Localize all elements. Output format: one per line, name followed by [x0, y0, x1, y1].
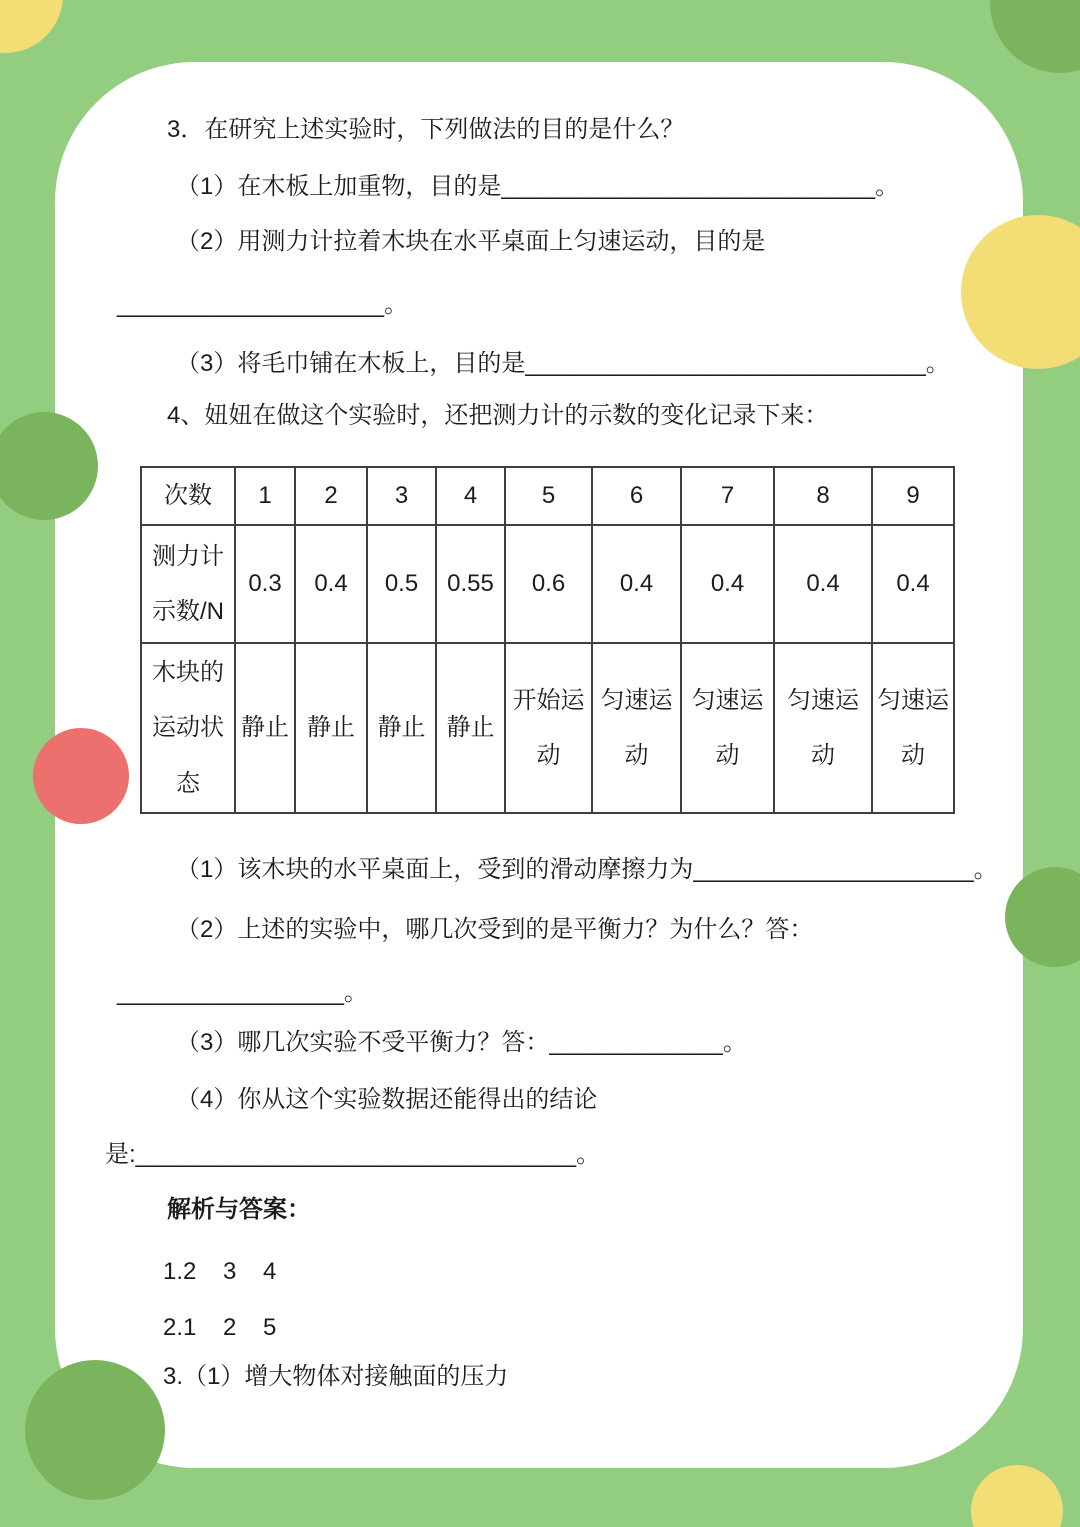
question-4-item-1: （1）该木块的水平桌面上，受到的滑动摩擦力为_____________________。	[176, 856, 998, 883]
table-cell: 匀速运动	[681, 643, 774, 813]
decor-circle-bottom-left-green	[25, 1360, 165, 1500]
table-cell: 匀速运动	[592, 643, 681, 813]
decor-circle-bottom-right-yellow	[971, 1465, 1063, 1527]
question-4-intro: 4、妞妞在做这个实验时，还把测力计的示数的变化记录下来：	[167, 402, 829, 429]
answers-line-1: 1.2 3 4	[163, 1258, 277, 1285]
question-4-item-4: （4）你从这个实验数据还能得出的结论	[176, 1086, 598, 1113]
table-cell: 1	[235, 467, 295, 525]
table-cell: 0.4	[295, 525, 367, 643]
table-cell: 静止	[436, 643, 505, 813]
decor-circle-left-red	[33, 728, 129, 824]
table-cell: 0.6	[505, 525, 592, 643]
row-label-cell: 测力计示数/N	[141, 525, 235, 643]
question-4-item-4-blank: 是:_________________________________。	[105, 1141, 601, 1168]
table-row-trial-number	[141, 467, 954, 525]
question-3-item-1: （1）在木板上加重物，目的是____________________________。	[176, 173, 900, 200]
question-3-title: 3．在研究上述实验时，下列做法的目的是什么？	[167, 116, 685, 143]
question-4-item-2: （2）上述的实验中，哪几次受到的是平衡力？为什么？答：	[176, 916, 814, 943]
question-4-item-2-blank: _________________。	[117, 979, 368, 1006]
answers-line-3: 3.（1）增大物体对接触面的压力	[163, 1363, 509, 1390]
table-cell: 4	[436, 467, 505, 525]
table-cell: 0.4	[774, 525, 872, 643]
table-cell: 9	[872, 467, 954, 525]
answers-line-2: 2.1 2 5	[163, 1314, 277, 1341]
table-cell: 匀速运动	[872, 643, 954, 813]
table-cell: 6	[592, 467, 681, 525]
table-cell: 静止	[367, 643, 436, 813]
table-cell: 3	[367, 467, 436, 525]
table-cell: 2	[295, 467, 367, 525]
table-cell: 0.4	[592, 525, 681, 643]
table-cell: 8	[774, 467, 872, 525]
question-3-item-2: （2）用测力计拉着木块在水平桌面上匀速运动，目的是	[176, 228, 766, 255]
table-cell: 0.4	[872, 525, 954, 643]
worksheet-content	[55, 62, 1023, 1468]
question-3-item-3: （3）将毛巾铺在木板上，目的是______________________________。	[176, 350, 950, 377]
table-row-motion-state	[141, 643, 954, 813]
measurement-table	[140, 466, 955, 814]
table-row-force-reading	[141, 525, 954, 643]
table-cell: 静止	[235, 643, 295, 813]
table-cell: 7	[681, 467, 774, 525]
table-cell: 0.3	[235, 525, 295, 643]
answers-heading: 解析与答案：	[167, 1196, 311, 1223]
question-3-item-2-blank: ____________________。	[117, 291, 408, 318]
table-cell: 0.4	[681, 525, 774, 643]
table-cell: 0.5	[367, 525, 436, 643]
table-cell: 5	[505, 467, 592, 525]
row-label-cell: 次数	[141, 467, 235, 525]
table-cell: 静止	[295, 643, 367, 813]
table-cell: 匀速运动	[774, 643, 872, 813]
table-cell: 开始运动	[505, 643, 592, 813]
decor-circle-top-left-yellow	[0, 0, 63, 53]
question-4-item-3: （3）哪几次实验不受平衡力？答：_____________。	[176, 1029, 747, 1056]
table-cell: 0.55	[436, 525, 505, 643]
row-label-cell: 木块的运动状态	[141, 643, 235, 813]
